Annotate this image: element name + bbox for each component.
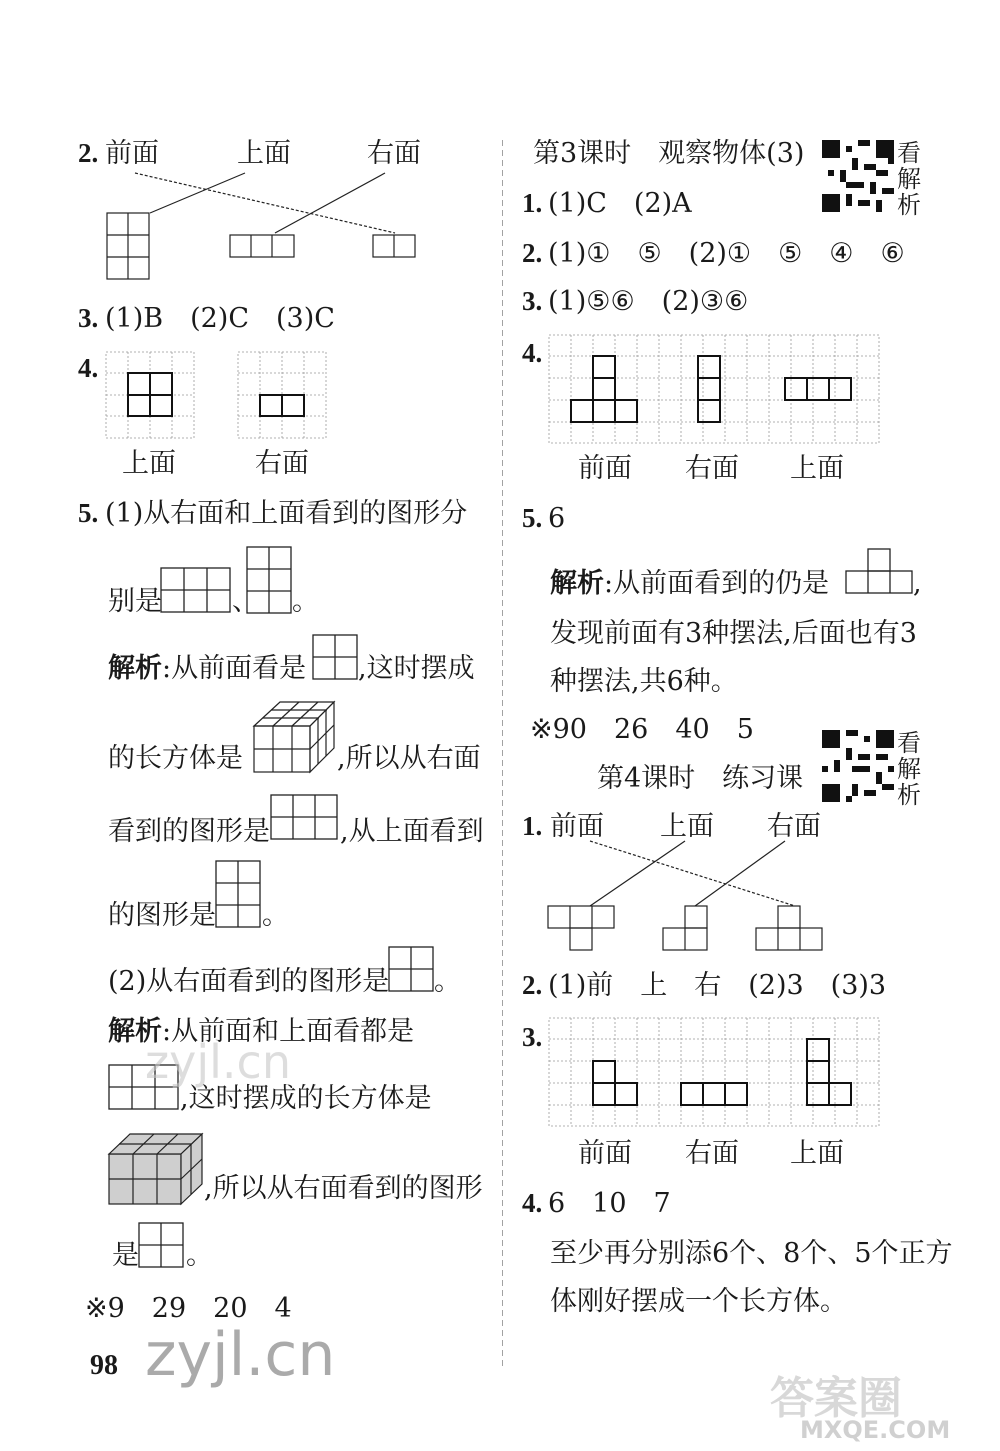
l4-q3-number: 3. <box>522 1022 543 1052</box>
l4-q3-grid-figure <box>548 1016 880 1128</box>
l4-q3-label-front: 前面 <box>578 1138 632 1169</box>
q5-exp5-label: 解析 <box>108 1016 162 1046</box>
r-exp-label: 解析 <box>550 568 604 598</box>
column-divider <box>502 140 503 1370</box>
l4-q1-label-top: 上面 <box>660 811 714 842</box>
lesson4-qr-label: 看解析 <box>897 729 921 809</box>
r-exp3-text: 种摆法,共6种。 <box>550 666 738 697</box>
q3-answer: (1)B (2)C (3)C <box>105 303 335 334</box>
q5-exp5-text: :从前面和上面看都是 <box>162 1016 415 1047</box>
l4-q1-matching-figure <box>545 838 835 953</box>
lesson3-qr-label: 看解析 <box>897 139 921 219</box>
l4-q3-label-right: 右面 <box>685 1138 739 1169</box>
q5-right-view-shape-2 <box>270 794 338 840</box>
l4-q2-number: 2. <box>522 970 543 1000</box>
r-q4-grid-figure <box>548 333 880 445</box>
q5-exp4-end: 。 <box>262 900 289 931</box>
watermark-zyjl-1: zyjl.cn <box>145 1035 291 1089</box>
q5-front-view-shape <box>312 634 358 680</box>
q5-line2-end: 。 <box>292 586 319 617</box>
r-q2-answer: (1)① ⑤ (2)① ⑤ ④ ⑥ <box>548 238 905 269</box>
q5-line2-sep: 、 <box>232 586 259 617</box>
q3-number: 3. <box>78 303 99 333</box>
r-q2-number: 2. <box>522 238 543 268</box>
q2-number: 2. <box>78 138 99 168</box>
r-q3-number: 3. <box>522 286 543 316</box>
q5-exp1-text-b: ,这时摆成 <box>358 653 475 684</box>
q2-label-right: 右面 <box>367 138 421 169</box>
l4-q4-answer: 6 10 7 <box>548 1188 671 1219</box>
q5-part2-end: 。 <box>434 966 461 997</box>
q5-cuboid-3d <box>252 698 336 774</box>
l4-q1-label-right: 右面 <box>767 811 821 842</box>
left-star-answers: ※9 29 20 4 <box>85 1293 292 1324</box>
q5-line1: (1)从右面和上面看到的图形分 <box>105 498 468 529</box>
r-q1-number: 1. <box>522 188 543 218</box>
watermark-answer-circle: 答案圈 <box>770 1373 902 1424</box>
q5-exp4-text: 的图形是 <box>108 900 216 931</box>
r-q5-answer: 6 <box>548 503 566 534</box>
q5-right-view-shape <box>160 567 232 613</box>
l4-q3-label-top: 上面 <box>790 1138 844 1169</box>
r-q5-number: 5. <box>522 503 543 533</box>
q5-top-view-shape <box>246 546 292 614</box>
r-exp-front-shape <box>845 548 913 594</box>
l4-exp1-text: 至少再分别添6个、8个、5个正方 <box>550 1238 953 1269</box>
q5-top-view-shape-2 <box>215 860 261 928</box>
q5-line2-text: 别是 <box>108 586 162 617</box>
r-star-answers: ※90 26 40 5 <box>530 714 754 745</box>
q2-label-top: 上面 <box>237 138 291 169</box>
q4-label-top: 上面 <box>122 448 176 479</box>
r-exp1-end: , <box>913 568 922 599</box>
q2-label-front: 前面 <box>105 138 159 169</box>
watermark-zyjl-2: zyjl.cn <box>145 1320 336 1390</box>
lesson4-title: 第4课时 练习课 <box>597 763 804 794</box>
q5-exp3-text: 看到的图形是 <box>108 816 270 847</box>
q5-final-shape <box>138 1222 184 1268</box>
watermark-mxqe: MXQE.COM <box>800 1416 951 1444</box>
q5-exp2-text-b: ,所以从右面 <box>337 743 481 774</box>
r-q4-label-right: 右面 <box>685 453 739 484</box>
l4-exp2-text: 体刚好摆成一个长方体。 <box>550 1286 847 1317</box>
r-q4-label-front: 前面 <box>578 453 632 484</box>
page-number: 98 <box>90 1350 118 1381</box>
r-q1-answer: (1)C (2)A <box>548 188 692 219</box>
l4-q1-number: 1. <box>522 811 543 841</box>
q5-cuboid-3d-shaded <box>108 1132 204 1206</box>
r-q4-label-top: 上面 <box>790 453 844 484</box>
q5-exp8-text: 是 <box>112 1240 139 1271</box>
l4-q1-label-front: 前面 <box>550 811 604 842</box>
q4-grids-figure <box>100 350 320 442</box>
r-exp1-text: :从前面看到的仍是 <box>604 568 830 599</box>
q5-exp6-text: ,这时摆成的长方体是 <box>180 1083 432 1114</box>
lesson3-title: 第3课时 观察物体(3) <box>533 138 805 169</box>
q4-label-right: 右面 <box>255 448 309 479</box>
q5-exp2-text: 的长方体是 <box>108 743 243 774</box>
q5-exp8-end: 。 <box>186 1240 213 1271</box>
q5-part2-text: (2)从右面看到的图形是 <box>108 966 390 997</box>
q5-part2-shape <box>388 946 434 992</box>
q2-matching-figure <box>95 165 435 285</box>
lesson4-qr-code[interactable] <box>822 730 894 802</box>
r-q3-answer: (1)⑤⑥ (2)③⑥ <box>548 286 749 317</box>
q5-exp7-text: ,所以从右面看到的图形 <box>204 1173 483 1204</box>
q5-exp1-label: 解析 <box>108 653 162 683</box>
q4-number: 4. <box>78 353 99 383</box>
lesson3-qr-code[interactable] <box>822 140 894 212</box>
r-q4-number: 4. <box>522 338 543 368</box>
l4-q2-answer: (1)前 上 右 (2)3 (3)3 <box>548 970 887 1001</box>
q5-exp3-text-b: ,从上面看到 <box>340 816 484 847</box>
q5-number: 5. <box>78 498 99 528</box>
l4-q4-number: 4. <box>522 1188 543 1218</box>
q5-exp1-text: :从前面看是 <box>162 653 307 684</box>
r-exp2-text: 发现前面有3种摆法,后面也有3 <box>550 618 917 649</box>
